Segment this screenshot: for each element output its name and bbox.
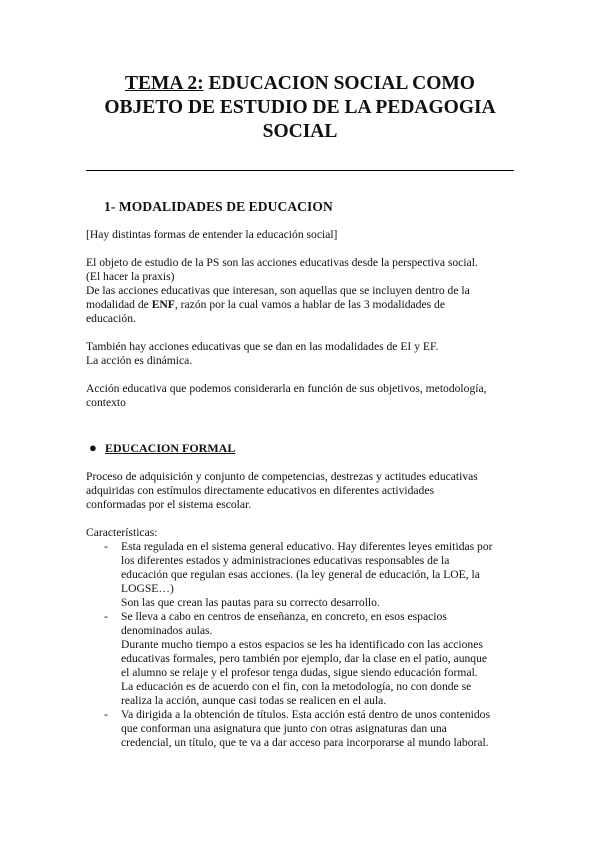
text-line: La educación es de acuerdo con el fin, con la metodología, no con donde se [121, 680, 472, 693]
characteristics-list [104, 540, 524, 750]
text-line: También hay acciones educativas que se dan en las modalidades de EI y EF. [86, 340, 439, 353]
text-line: realiza la acción, aunque casi todas se realicen en el aula. [121, 694, 387, 707]
text-line: credencial, un título, que te va a dar acceso para incorporarse al mundo laboral. [121, 736, 489, 749]
dash-marker: - [104, 540, 108, 553]
text-line: El objeto de estudio de la PS son las acciones educativas desde la perspectiva social. [86, 256, 478, 269]
intro-text: [Hay distintas formas de entender la educación social] [86, 228, 338, 241]
text-span: modalidad de [86, 298, 152, 311]
text-line: contexto [86, 396, 126, 409]
text-line: los diferentes estados y administraciones educativas responsables de la [121, 554, 450, 567]
characteristics-label [86, 526, 526, 540]
page-title [86, 72, 514, 144]
text-line-enf [86, 298, 526, 312]
text-line: De las acciones educativas que interesan, son aquellas que se incluyen dentro de la [86, 284, 470, 297]
text-line: La acción es dinámica. [86, 354, 193, 367]
paragraph-objeto [86, 256, 526, 326]
title-line-2: OBJETO DE ESTUDIO DE LA PEDAGOGIA [104, 97, 496, 118]
text-span: , razón por la cual vamos a hablar de las 3 modalidades de [174, 298, 445, 311]
text-line: educación. [86, 312, 136, 325]
text-line: Proceso de adquisición y conjunto de competencias, destrezas y actitudes educativas [86, 470, 478, 483]
list-item [104, 708, 524, 750]
title-line-1: EDUCACION SOCIAL COMO [203, 73, 475, 94]
text-line: Se lleva a cabo en centros de enseñanza, en concreto, en esos espacios [121, 610, 447, 623]
enf-bold: ENF [151, 298, 175, 311]
paragraph-tambien [86, 340, 526, 368]
text-line: conformadas por el sistema escolar. [86, 498, 252, 511]
intro-paragraph [86, 228, 526, 242]
list-item [104, 540, 524, 610]
horizontal-rule [86, 170, 514, 171]
title-prefix: TEMA 2: [125, 73, 204, 94]
text-line: que conforman una asignatura que junto con otras asignaturas dan una [121, 722, 447, 735]
list-item [104, 610, 524, 708]
text-line: (El hacer la praxis) [86, 270, 175, 283]
bullet-icon: ● [89, 440, 97, 455]
text-line: Va dirigida a la obtención de títulos. Esta acción está dentro de unos contenidos [121, 708, 490, 721]
dash-marker: - [104, 610, 108, 623]
paragraph-proceso [86, 470, 526, 512]
text-line: Son las que crean las pautas para su correcto desarrollo. [121, 596, 380, 609]
text-line: educación que regulan esas acciones. (la ley general de educación, la LOE, la [121, 568, 480, 581]
text-line: Características: [86, 526, 158, 539]
title-line-3: SOCIAL [262, 121, 338, 142]
paragraph-accion [86, 382, 526, 410]
text-line: el alumno se relaje y el profesor tenga dudas, sigue siendo educación formal. [121, 666, 478, 679]
dash-marker: - [104, 708, 108, 721]
subheading-text: EDUCACION FORMAL [105, 441, 236, 455]
section-heading-modalidades: 1- MODALIDADES DE EDUCACION [104, 199, 333, 214]
subheading-educacion-formal [89, 440, 236, 456]
text-line: educativas formales, pero también por ejemplo, dar la clase en el patio, aunque [121, 652, 488, 665]
text-line: adquiridas con estímulos directamente educativos en diferentes actividades [86, 484, 435, 497]
text-line: LOGSE…) [121, 582, 174, 595]
text-line: Acción educativa que podemos considerarla en función de sus objetivos, metodología, [86, 382, 487, 395]
text-line: Durante mucho tiempo a estos espacios se les ha identificado con las acciones [121, 638, 483, 651]
text-line: Esta regulada en el sistema general educativo. Hay diferentes leyes emitidas por [121, 540, 493, 553]
text-line: denominados aulas. [121, 624, 213, 637]
